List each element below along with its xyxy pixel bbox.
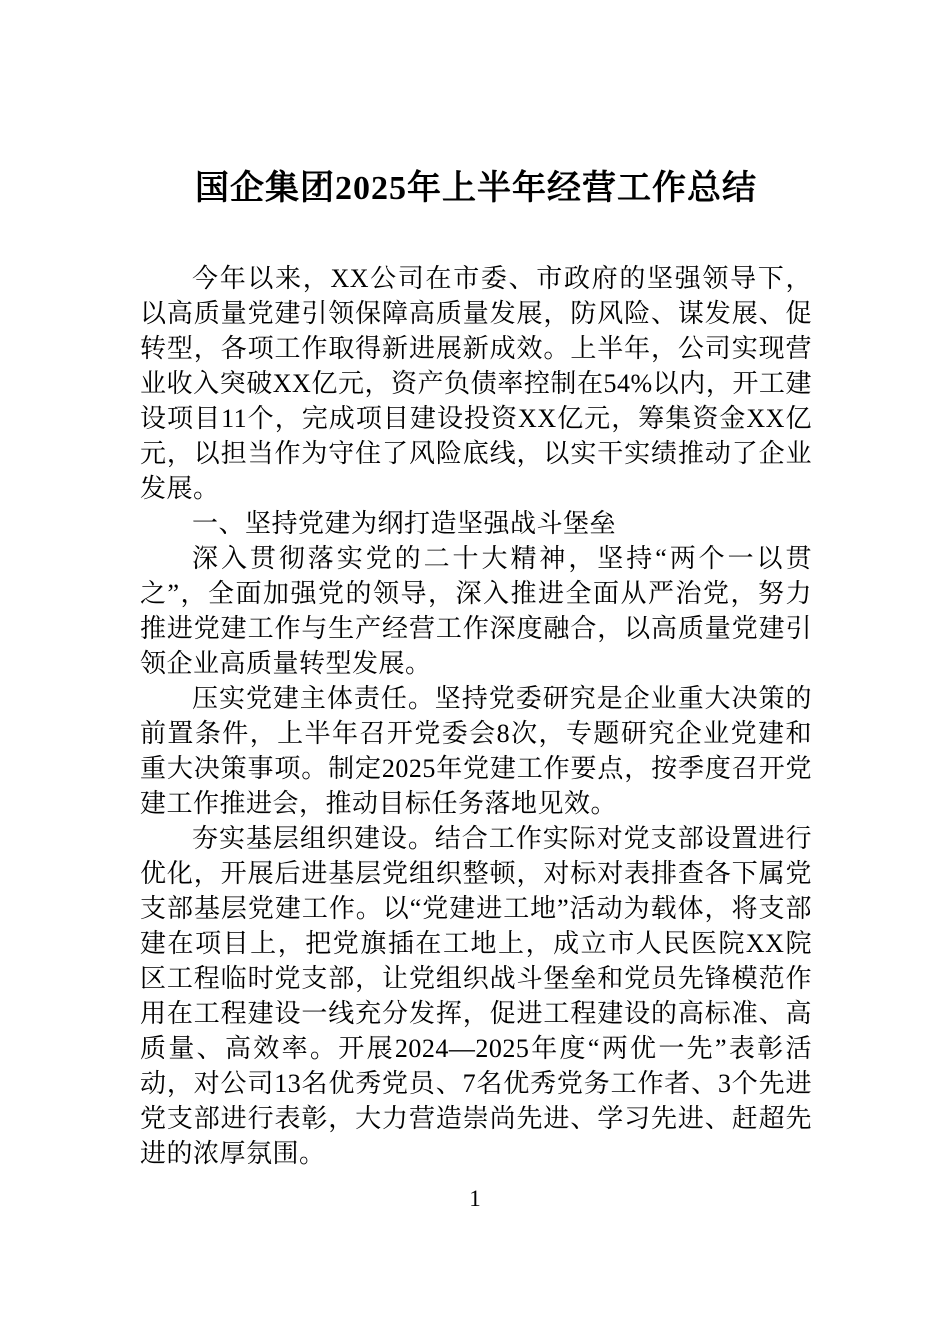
paragraph-intro: 今年以来，XX公司在市委、市政府的坚强领导下，以高质量党建引领保障高质量发展，防风险、谋发展、促转型，各项工作取得新进展新成效。上半年，公司实现营业收入突破XX亿元，资产负债率控制在54%以内，开工建设项目11个，完成项目建设投资XX亿元，筹集资金XX亿元，以担当作为守住了风险底线，以实干实绩推动了企业发展。 [140, 263, 812, 503]
document-body [140, 168, 812, 1171]
paragraph-grassroots-organization: 夯实基层组织建设。结合工作实际对党支部设置进行优化，开展后进基层党组织整顿，对标对表排查各下属党支部基层党建工作。以“党建进工地”活动为载体，将支部建在项目上，把党旗插在工地上，成立市人民医院XX院区工程临时党支部，让党组织战斗堡垒和党员先锋模范作用在工程建设一线充分发挥，促进工程建设的高标准、高质量、高效率。开展2024—2025年度“两优一先”表彰活动，对公司13名优秀党员、7名优秀党务工作者、3个先进党支部进行表彰，大力营造崇尚先进、学习先进、赶超先进的浓厚氛围。 [140, 823, 812, 1168]
paragraph-party-responsibility: 压实党建主体责任。坚持党委研究是企业重大决策的前置条件，上半年召开党委会8次，专题研究企业党建和重大决策事项。制定2025年党建工作要点，按季度召开党建工作推进会，推动目标任务落地见效。 [140, 683, 812, 818]
section-heading-1: 一、坚持党建为纲打造坚强战斗堡垒 [192, 508, 617, 538]
document-title: 国企集团2025年上半年经营工作总结 [195, 170, 757, 207]
page-number: 1 [469, 1186, 481, 1211]
paragraph-section1-overview: 深入贯彻落实党的二十大精神，坚持“两个一以贯之”，全面加强党的领导，深入推进全面从严治党，努力推进党建工作与生产经营工作深度融合，以高质量党建引领企业高质量转型发展。 [140, 543, 812, 678]
